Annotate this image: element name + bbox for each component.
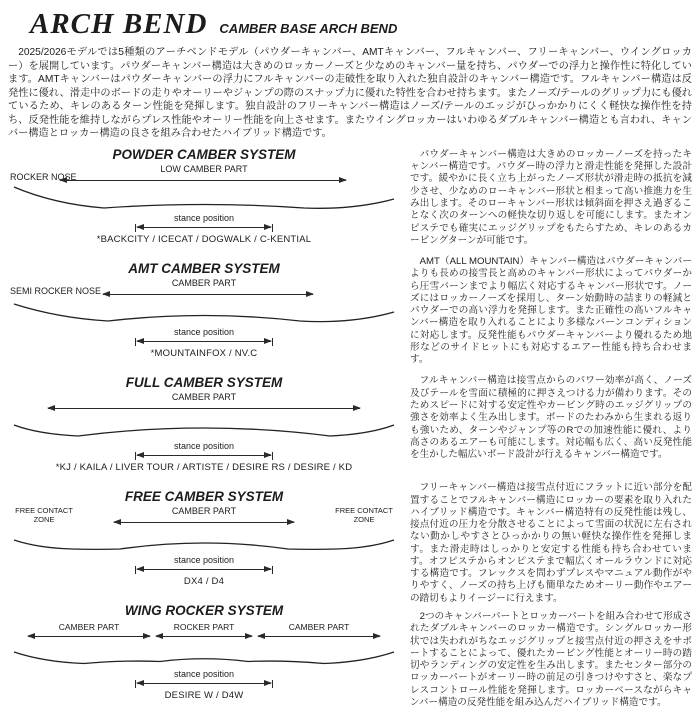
wing-rocker-diagram xyxy=(8,620,400,668)
double-arrow xyxy=(137,569,271,570)
wing-rocker-description: 2つのキャンバーパートとロッカーパートを組み合わせて形成されたダブルキャンバーのロッカー構造です。シングルロッカー形状では失われがちなエッジグリップと接雪点付近の押さえをサポートすることによって、優れたカービング性能とオーリー時の踏切やランディングの安定性を生み出します。またセンター部分のロッカーパートがオーリー時の前足の引きつけやすさと、楽なプレスコントロール性能を発揮します。ロッカーベースながらキャンバー構造の反発性能を組み込んだハイブリッド構造です。 xyxy=(410,610,692,708)
full-camber-diagram xyxy=(8,392,400,440)
camber-part-label: CAMBER PART xyxy=(171,277,237,288)
system-title: POWDER CAMBER SYSTEM xyxy=(112,146,296,162)
stance-arrow xyxy=(135,338,273,346)
stance-arrow xyxy=(135,680,273,688)
rocker-part-label: ROCKER PART xyxy=(173,621,235,632)
double-arrow xyxy=(48,408,360,409)
model-list: DESIRE W / D4W xyxy=(164,689,244,701)
system-title: FULL CAMBER SYSTEM xyxy=(125,374,283,390)
camber-part-label: CAMBER PART xyxy=(171,391,237,402)
stance-position-label: stance position xyxy=(173,212,235,223)
model-list: DX4 / D4 xyxy=(183,575,225,587)
intro-paragraph: 2025/2026モデルでは5種類のアーチベンドモデル（パウダーキャンバー、AMTキャンバー、フルキャンバー、フリーキャンバー、ウイングロッカー）を展開しています。パウダーキャンバー構造は大きめのロッカーノーズと少なめのキャンバー量を持ち、パウダーでの浮力と操作性に特化しています。AMTキャンバーはパウダーキャンバーの浮力にフルキャンバーの走破性を取り入れた独自設計のキャンバー構造です。フルキャンバー構造は反発性に優れ、滑走中のボードの走りやオーリーやジャンプの際のスナップ力に優れた特性を合わせ持ちます。またノーズ/テールのグリップ力にも優れているため、キレのあるターン性能を発揮します。独自設計のフリーキャンバー構造はノーズ/テールのエッジがひっかかりにくく軽快な操作性を持ち、反発性能を維持しながらプレス性能やオーリー性能を向上させます。またウイングロッカーはいわゆるダブルキャンバー構造とも言われ、キャンバー構造とロッカー構造の良さを組み合わせたハイブリッド構造です。 xyxy=(8,47,692,140)
free-contact-zone-label-right: FREE CONTACT ZONE xyxy=(335,505,393,524)
camber-part-label-left: CAMBER PART xyxy=(58,621,120,632)
board-profile-curve xyxy=(8,184,400,212)
free-contact-zone-label-left: FREE CONTACT ZONE xyxy=(15,505,73,524)
semi-rocker-nose-label: SEMI ROCKER NOSE xyxy=(10,285,102,296)
double-arrow xyxy=(103,294,313,295)
full-camber-description: フルキャンバー構造は接雪点からのパワー効率が高く、ノーズ及びテールを雪面に積極的に押さえつける力が備わります。そのためスピードに対する安定性やカービング時のエッジグリップの強さを効率よく生み出します。ボードのたわみから生まれる返りも強いため、ターンやジャンプ等のRでの加速性能に優れ、より高さのあるエアーも可能にします。対応幅も広く、高い反発性能を生かした幅広いボード設計が行えるキャンバー構造です。 xyxy=(410,375,692,461)
description-column xyxy=(400,147,692,717)
model-list: *BACKCITY / ICECAT / DOGWALK / C-KENTIAL xyxy=(96,233,312,245)
camber-part-label: CAMBER PART xyxy=(171,505,237,516)
camber-part-label-right: CAMBER PART xyxy=(288,621,350,632)
amt-camber-system xyxy=(8,261,400,359)
double-arrow xyxy=(60,180,346,181)
double-arrow xyxy=(258,636,380,637)
page-header xyxy=(8,6,692,44)
system-title: AMT CAMBER SYSTEM xyxy=(128,260,280,276)
stance-position-label: stance position xyxy=(173,668,235,679)
board-profile-curve xyxy=(8,526,400,554)
double-arrow xyxy=(137,227,271,228)
free-camber-description: フリーキャンバー構造は接雪点付近にフラットに近い部分を配置することでフルキャンバー構造にロッカーの要素を取り入れたハイブリッド構造です。キャンバー構造特有の反発性能は残し、接点付近の圧力を分散させることによって雪面の状況に左右されない動かしやすさとひっかかりの無い軽快な操作性を発揮します。また滑走時はしっかりと安定する性能も持ち合わせています。オフピステからオンピステまで幅広くオールラウンドに対応する構造です。フレックスを問わずプレスやマニュアル動作がやりやすく、ノーズの持ち上げも簡単なためオーリー動作やエアーの踏切もよりイージーに行えます。 xyxy=(410,482,692,604)
system-title: FREE CAMBER SYSTEM xyxy=(124,488,284,504)
double-arrow xyxy=(156,636,252,637)
powder-camber-diagram xyxy=(8,164,400,212)
double-arrow xyxy=(137,341,271,342)
board-profile-curve xyxy=(8,640,400,668)
page-title: ARCH BEND xyxy=(30,8,208,40)
diagram-column xyxy=(8,147,400,717)
free-camber-diagram xyxy=(8,506,400,554)
camber-part-label: LOW CAMBER PART xyxy=(160,163,248,174)
page-subtitle: CAMBER BASE ARCH BEND xyxy=(219,21,398,36)
wing-rocker-system xyxy=(8,603,400,701)
free-camber-system xyxy=(8,489,400,587)
stance-position-label: stance position xyxy=(173,326,235,337)
stance-position-label: stance position xyxy=(173,440,235,451)
double-arrow xyxy=(137,683,271,684)
model-list: *MOUNTAINFOX / NV.C xyxy=(150,347,258,359)
stance-position-label: stance position xyxy=(173,554,235,565)
board-profile-curve xyxy=(8,412,400,440)
stance-arrow xyxy=(135,224,273,232)
powder-camber-description: パウダーキャンバー構造は大きめのロッカーノーズを持ったキャンバー構造です。パウダー時の浮力と滑走性能を発揮した設計です。緩やかに長く立ち上がったノーズ形状が滑走時の抵抗を減少させ、少なめのローキャンバー形状と相まって高い推進力を生み出します。そのローキャンバー形状は傾斜面を押さえ過ぎることなく次のターンへの軽快な切り返しを可能にします。またオンピステでも確実にエッジグリップをもたらすため、キレのあるカービングターンが可能です。 xyxy=(410,148,692,246)
board-profile-curve xyxy=(8,298,400,326)
system-title: WING ROCKER SYSTEM xyxy=(124,602,284,618)
full-camber-system xyxy=(8,375,400,473)
content-columns xyxy=(8,147,692,717)
stance-arrow xyxy=(135,452,273,460)
powder-camber-system xyxy=(8,147,400,245)
double-arrow xyxy=(28,636,150,637)
model-list: *KJ / KAILA / LIVER TOUR / ARTISTE / DESIRE RS / DESIRE / KD xyxy=(55,461,353,473)
stance-arrow xyxy=(135,566,273,574)
amt-camber-description: AMT（ALL MOUNTAIN）キャンバー構造はパウダーキャンバーよりも長めの接雪長と高めのキャンバー形状によってパウダーから圧雪バーンまでより幅広く対応するキャンバー形状です。ノーズにはロッカーノーズを採用し、ターン始動時の詰まりの軽減とパウダーでの高い浮力を発揮します。また正確性の高いフルキャンバー構造を取り入れることにより多様なバーンコンディションに対応します。反発性能もパウダーキャンバーより優れるため地形などのサイドヒットにも対応するエアー性能も持ち合わせます。 xyxy=(410,256,692,366)
rocker-nose-label: ROCKER NOSE xyxy=(10,171,77,182)
double-arrow xyxy=(114,522,294,523)
double-arrow xyxy=(137,455,271,456)
amt-camber-diagram xyxy=(8,278,400,326)
